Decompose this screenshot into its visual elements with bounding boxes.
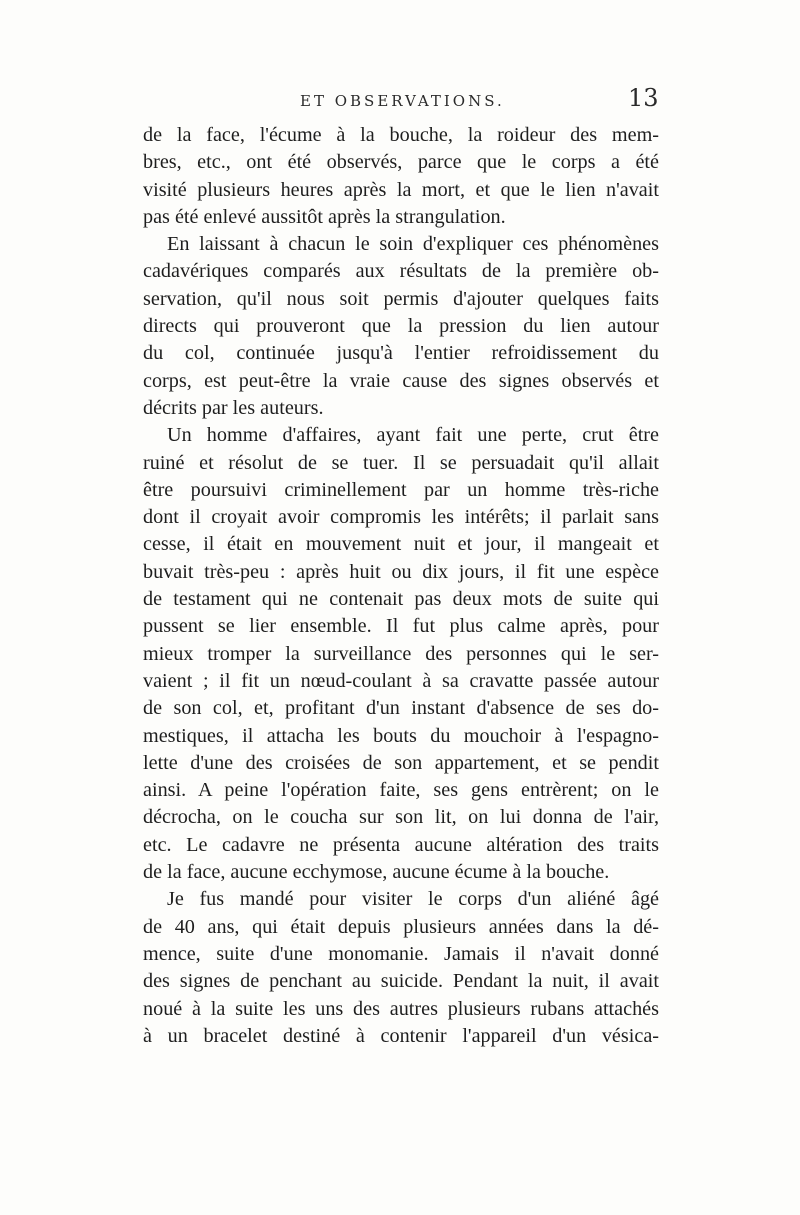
text-line: de son col, et, profitant d'un instant d'absence de ses do- <box>143 697 659 720</box>
text-line: directs qui prouveront que la pression du lien autour <box>143 315 659 338</box>
text-line: cadavériques comparés aux résultats de la première ob- <box>143 260 659 283</box>
text-line: mestiques, il attacha les bouts du mouchoir à l'espagno- <box>143 724 659 747</box>
text-line: bres, etc., ont été observés, parce que le corps a été <box>143 151 659 174</box>
text-line: de la face, aucune ecchymose, aucune écume à la bouche. <box>143 861 610 884</box>
body-text <box>143 122 659 1050</box>
text-line: du col, continuée jusqu'à l'entier refroidissement du <box>143 342 659 365</box>
text-line: pussent se lier ensemble. Il fut plus calme après, pour <box>143 615 659 638</box>
text-line: lette d'une des croisées de son appartement, et se pendit <box>143 751 659 774</box>
text-line: des signes de penchant au suicide. Pendant la nuit, il avait <box>143 970 659 993</box>
text-line: décrocha, on le coucha sur son lit, on lui donna de l'air, <box>143 806 659 829</box>
text-line: buvait très-peu : après huit ou dix jours, il fit une espèce <box>143 560 659 583</box>
text-line: etc. Le cadavre ne présenta aucune altération des traits <box>143 833 659 856</box>
text-line: de 40 ans, qui était depuis plusieurs années dans la dé- <box>143 915 659 938</box>
text-line: de testament qui ne contenait pas deux mots de suite qui <box>143 588 659 611</box>
text-line: ainsi. A peine l'opération faite, ses gens entrèrent; on le <box>143 779 659 802</box>
text-line: Je fus mandé pour visiter le corps d'un aliéné âgé <box>167 888 659 911</box>
text-line: En laissant à chacun le soin d'expliquer ces phénomènes <box>167 233 659 256</box>
text-line: pas été enlevé aussitôt après la strangulation. <box>143 205 506 228</box>
text-line: Un homme d'affaires, ayant fait une perte, crut être <box>167 424 659 447</box>
text-line: noué à la suite les uns des autres plusieurs rubans attachés <box>143 997 659 1020</box>
text-line: mieux tromper la surveillance des personnes qui le ser- <box>143 642 659 665</box>
text-line: à un bracelet destiné à contenir l'appareil d'un vésica- <box>143 1024 659 1047</box>
text-line: servation, qu'il nous soit permis d'ajouter quelques faits <box>143 287 659 310</box>
running-title: ET OBSERVATIONS. <box>300 92 505 110</box>
text-line: cesse, il était en mouvement nuit et jour, il mangeait et <box>143 533 659 556</box>
text-line: ruiné et résolut de se tuer. Il se persuadait qu'il allait <box>143 451 659 474</box>
text-line: vaient ; il fit un nœud-coulant à sa cravatte passée autour <box>143 669 659 692</box>
text-line: mence, suite d'une monomanie. Jamais il n'avait donné <box>143 942 659 965</box>
text-line: corps, est peut-être la vraie cause des signes observés et <box>143 369 659 392</box>
text-line: dont il croyait avoir compromis les intérêts; il parlait sans <box>143 506 659 529</box>
page-number: 13 <box>628 84 659 112</box>
text-line: de la face, l'écume à la bouche, la roideur des mem- <box>143 124 659 146</box>
text-line: décrits par les auteurs. <box>143 396 324 419</box>
text-line: visité plusieurs heures après la mort, et que le lien n'avait <box>143 178 659 201</box>
text-line: être poursuivi criminellement par un homme très-riche <box>143 478 659 501</box>
